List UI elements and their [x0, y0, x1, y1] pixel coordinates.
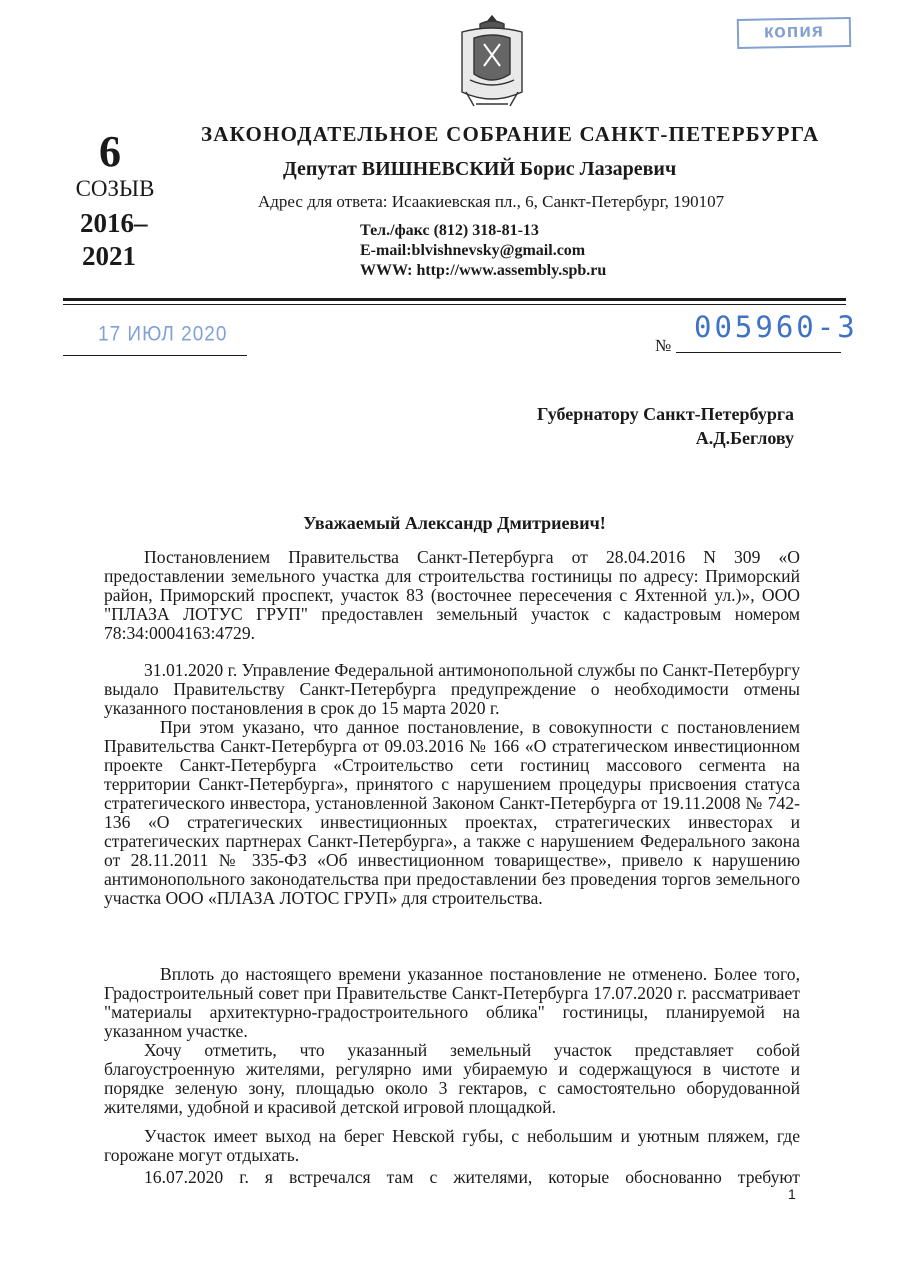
page-number: 1	[788, 1186, 796, 1202]
convocation-label: СОЗЫВ	[75, 176, 155, 201]
date-stamp: 17 ИЮЛ 2020	[98, 322, 228, 346]
body-paragraph: Вплоть до настоящего времени указанное постановление не отменено. Более того, Градостроительный совет при Правительстве Санкт-Петербурга 17.07.2020 г. рассматривает "материалы архитектурно-градостроительного облика" гостиницы, планируемой на указанном участке.	[104, 964, 800, 1041]
number-underline	[676, 352, 841, 353]
registration-number-stamp: 005960-3	[694, 310, 858, 344]
email: E-mail:blvishnevsky@gmail.com	[360, 242, 586, 259]
reply-address: Адрес для ответа: Исаакиевская пл., 6, Санкт-Петербург, 190107	[258, 192, 725, 211]
body-paragraph: 16.07.2020 г. я встречался там с жителями, которые обоснованно требуют	[144, 1167, 800, 1187]
convocation-number: 6	[99, 127, 121, 176]
coat-of-arms-icon	[454, 14, 530, 114]
recipient-title: Губернатору Санкт-Петербурга	[537, 404, 794, 424]
body-paragraph: 31.01.2020 г. Управление Федеральной антимонопольной службы по Санкт-Петербургу выдало Правительству Санкт-Петербурга предупреждение о необходимости отмены указанного постановления в срок до 15 марта 2020 г.	[104, 660, 800, 718]
copy-stamp: копия	[737, 17, 852, 49]
header-rule-thick	[63, 298, 846, 301]
website: WWW: http://www.assembly.spb.ru	[360, 262, 607, 279]
body-paragraph: Хочу отметить, что указанный земельный участок представляет собой благоустроенную жителями, регулярно ими убираемую и содержащуюся в чистоте и порядке зеленую зону, площадью около 3 гектаров, с самостоятельно оборудованной жителями, удобной и красивой детской игровой площадкой.	[104, 1040, 800, 1117]
contact-block	[360, 221, 606, 281]
deputy-name: Депутат ВИШНЕВСКИЙ Борис Лазаревич	[283, 158, 677, 180]
body-paragraph: При этом указано, что данное постановление, в совокупности с постановлением Правительства Санкт-Петербурга от 09.03.2016 № 166 «О стратегическом инвестиционном проекте Санкт-Петербурга «Строительство сети гостиниц массового сегмента на территории Санкт-Петербурга», принятого с нарушением процедуры присвоения статуса стратегического инвестора, установленной Законом Санкт-Петербурга от 19.11.2008 № 742-136 «О стратегических инвестиционных проектах, стратегических инвесторах и стратегических партнерах Санкт-Петербурга», а также с нарушением Федерального закона от 28.11.2011 № 335-ФЗ «Об инвестиционном товариществе», привело к нарушению антимонопольного законодательства при предоставлении без проведения торгов земельного участка ООО «ПЛАЗА ЛОТОС ГРУП» для строительства.	[104, 717, 800, 908]
convocation-years-start: 2016–	[80, 208, 148, 238]
date-underline	[63, 355, 247, 356]
phone-fax: Тел./факс (812) 318-81-13	[360, 222, 539, 239]
convocation-years-end: 2021	[82, 241, 136, 271]
body-paragraph: Постановлением Правительства Санкт-Петербурга от 28.04.2016 N 309 «О предоставлении земельного участка для строительства гостиницы по адресу: Приморский район, Приморский проспект, участок 83 (восточнее пересечения с Яхтенной ул.)», ООО "ПЛАЗА ЛОТУС ГРУП" предоставлен земельный участок с кадастровым номером 78:34:0004163:4729.	[104, 547, 800, 643]
recipient-block	[470, 402, 794, 450]
organization-title: ЗАКОНОДАТЕЛЬНОЕ СОБРАНИЕ САНКТ-ПЕТЕРБУРГА	[201, 122, 820, 146]
body-paragraph: Участок имеет выход на берег Невской губы, с небольшим и уютным пляжем, где горожане могут отдыхать.	[104, 1126, 800, 1165]
number-label: №	[655, 336, 672, 355]
salutation: Уважаемый Александр Дмитриевич!	[303, 513, 606, 533]
header-rule-thin	[63, 304, 846, 305]
recipient-name: А.Д.Беглову	[695, 428, 794, 448]
